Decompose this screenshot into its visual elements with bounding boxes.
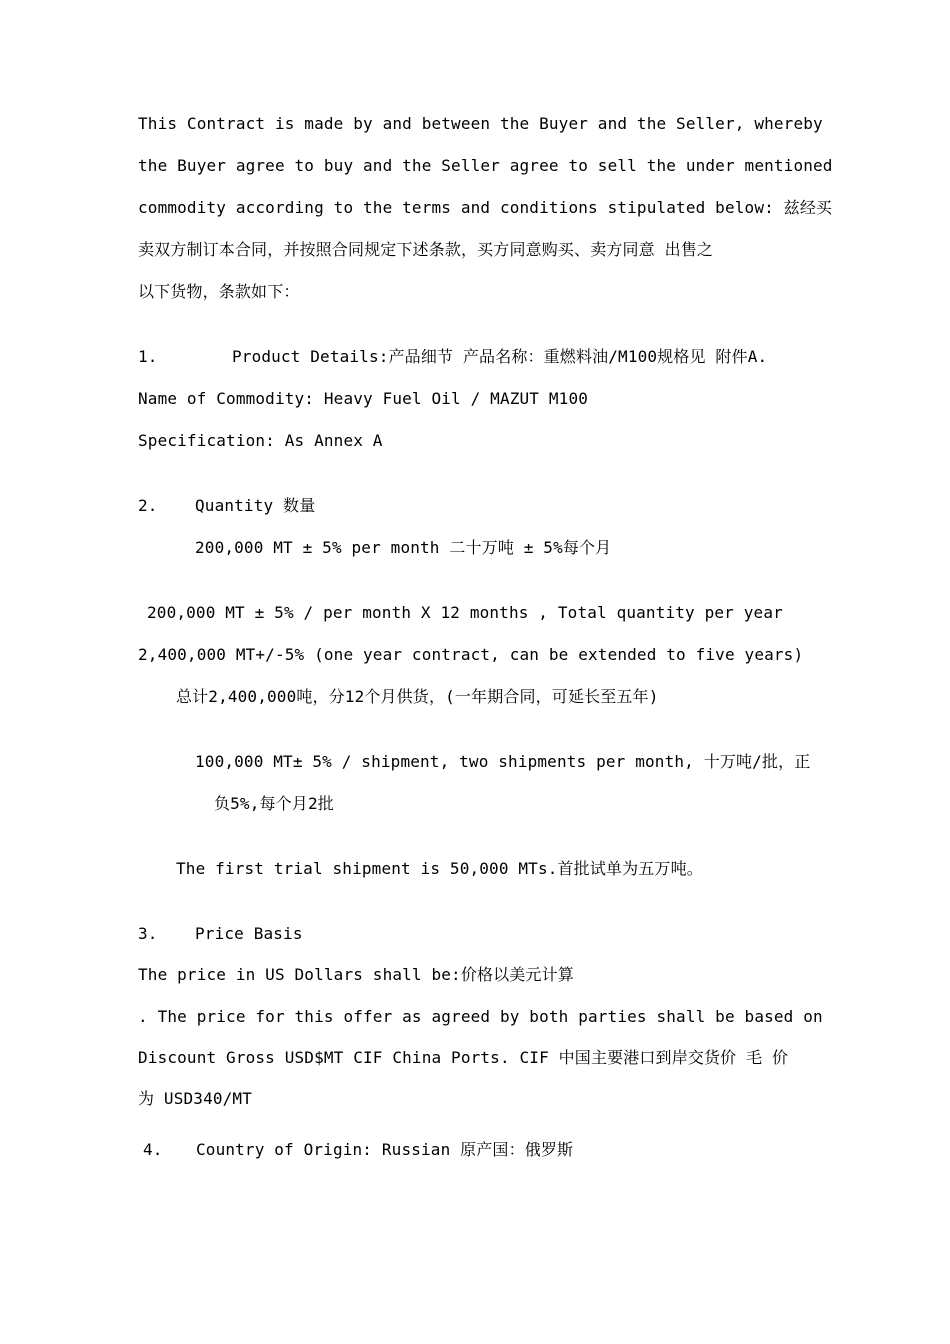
annual-quantity-line-2: 2,400,000 MT+/-5% (one year contract, can be extended to five years) [138, 645, 804, 664]
commodity-name: Name of Commodity: Heavy Fuel Oil / MAZUT M100 [138, 389, 589, 408]
section-4-number: 4. [143, 1140, 163, 1159]
intro-line-1: This Contract is made by and between the Buyer and the Seller, whereby [138, 114, 823, 133]
section-3-number: 3. [138, 924, 158, 943]
price-line-3: Discount Gross USD$MT CIF China Ports. CIF 中国主要港口到岸交货价 毛 价 [138, 1048, 789, 1067]
intro-line-3: commodity according to the terms and conditions stipulated below: 兹经买 [138, 198, 833, 217]
commodity-specification: Specification: As Annex A [138, 431, 383, 450]
trial-shipment: The first trial shipment is 50,000 MTs.首批试单为五万吨。 [176, 859, 703, 878]
price-line-1: The price in US Dollars shall be:价格以美元计算 [138, 965, 574, 984]
section-1-heading: Product Details:产品细节 产品名称：重燃料油/M100规格见 附件A. [232, 347, 768, 366]
section-1-number: 1. [138, 347, 158, 366]
section-2-heading: Quantity 数量 [195, 496, 316, 515]
section-3-heading: Price Basis [195, 924, 303, 943]
shipment-quantity-line-1: 100,000 MT± 5% / shipment, two shipments per month, 十万吨/批，正 [195, 752, 811, 771]
annual-quantity-cn: 总计2,400,000吨，分12个月供货，(一年期合同，可延长至五年) [176, 687, 659, 706]
country-of-origin: Country of Origin: Russian 原产国：俄罗斯 [196, 1140, 574, 1159]
annual-quantity-line-1: 200,000 MT ± 5% / per month X 12 months , Total quantity per year [147, 603, 783, 622]
monthly-quantity: 200,000 MT ± 5% per month 二十万吨 ± 5%每个月 [195, 538, 612, 557]
price-line-4: 为 USD340/MT [138, 1089, 252, 1108]
intro-line-2: the Buyer agree to buy and the Seller agree to sell the under mentioned [138, 156, 833, 175]
price-line-2: . The price for this offer as agreed by both parties shall be based on [138, 1007, 823, 1026]
intro-line-4: 卖双方制订本合同，并按照合同规定下述条款，买方同意购买、卖方同意 出售之 [138, 240, 714, 259]
intro-line-5: 以下货物，条款如下： [138, 282, 300, 301]
shipment-quantity-line-2: 负5%,每个月2批 [214, 794, 334, 813]
section-2-number: 2. [138, 496, 158, 515]
